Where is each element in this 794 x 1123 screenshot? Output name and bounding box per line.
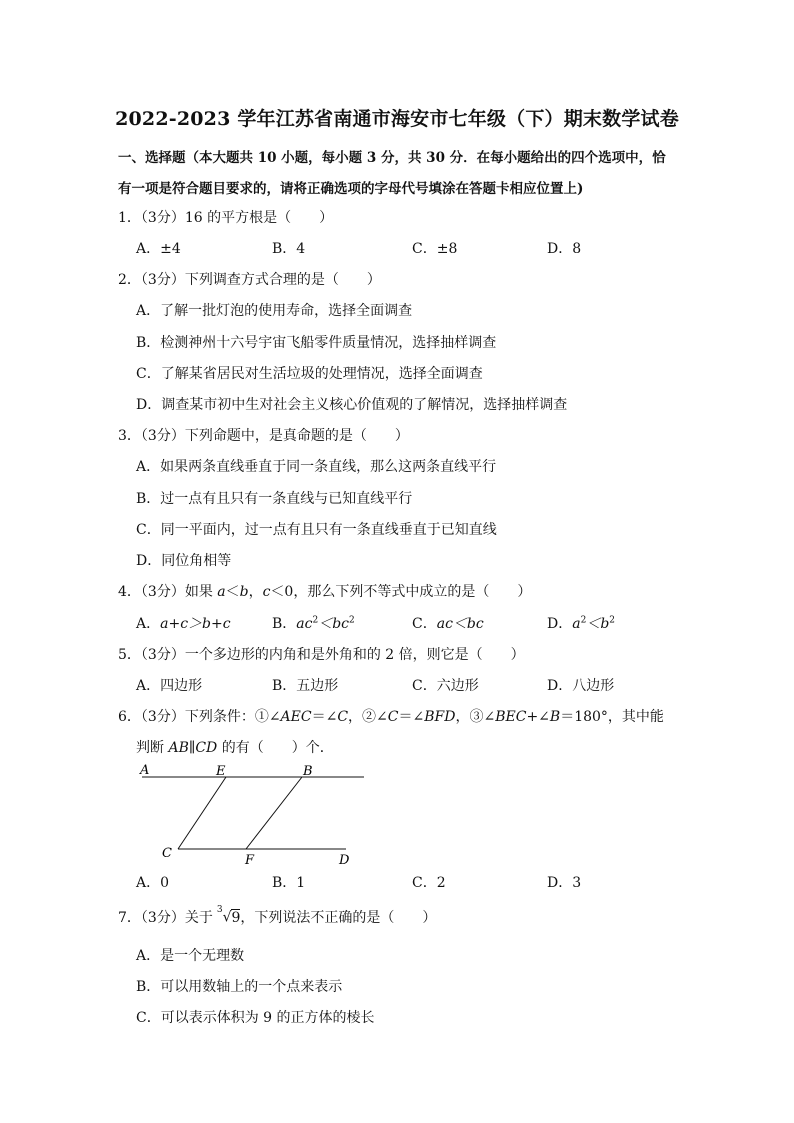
page-title: 2022-2023 学年江苏省南通市海安市七年级（下）期末数学试卷	[115, 108, 679, 130]
q4-lt: ＜	[225, 584, 240, 600]
q6-option-a: A．0	[136, 875, 170, 891]
q6-c1: C	[337, 709, 349, 725]
cube-root-expression	[213, 905, 241, 926]
question-6-stem-line-2	[136, 737, 334, 757]
q3-option-a: A．如果两条直线垂直于同一条直线，那么这两条直线平行	[136, 459, 497, 475]
q5-option-d: D．八边形	[547, 678, 615, 694]
radical-sign: √	[222, 910, 232, 926]
q6-line2-prefix: 判断	[136, 740, 169, 756]
question-2-stem: 2．（3分）下列调查方式合理的是（ ）	[118, 272, 381, 288]
q1-option-a: A．±4	[136, 241, 181, 257]
section-heading-line-2: 有一项是符合题目要求的，请将正确选项的字母代号填涂在答题卡相应位置上)	[118, 181, 584, 197]
q6-eq3: ＝180°，其中能	[560, 709, 664, 725]
q7-option-c: C．可以表示体积为 9 的正方体的棱长	[136, 1010, 375, 1026]
q4-option-d-left: a	[572, 616, 581, 632]
q2-option-a: A．了解一批灯泡的使用寿命，选择全面调查	[136, 303, 413, 319]
q4-option-b-exp2: 2	[349, 615, 355, 626]
q3-option-c: C．同一平面内，过一点有且只有一条直线垂直于已知直线	[136, 522, 497, 538]
q5-option-b: B．五边形	[272, 678, 339, 694]
q5-option-a: A．四边形	[136, 678, 203, 694]
q7-option-a: A．是一个无理数	[136, 948, 245, 964]
q4-stem-prefix: 4．（3分）如果	[118, 584, 218, 600]
q4-var-c: c	[262, 584, 271, 600]
line-bf	[246, 777, 302, 849]
q6-option-c: C．2	[412, 875, 446, 891]
q3-option-b: B．过一点有且只有一条直线与已知直线平行	[136, 491, 413, 507]
q4-option-c	[412, 613, 484, 633]
q6-prefix: 6．（3分）下列条件：①∠	[118, 709, 281, 725]
q4-option-b	[272, 613, 355, 633]
root-index: 3	[216, 905, 223, 916]
q4-option-d	[547, 613, 615, 633]
q7-option-b: B．可以用数轴上的一个点来表示	[136, 979, 343, 995]
q4-option-a-label: A．	[136, 616, 161, 632]
label-f: F	[245, 853, 255, 868]
label-a: A	[140, 763, 150, 778]
question-1-stem: 1．（3分）16 的平方根是（ ）	[118, 210, 334, 226]
q2-option-d: D．调查某市初中生对社会主义核心价值观的了解情况，选择抽样调查	[136, 397, 568, 413]
q5-option-c: C．六边形	[412, 678, 479, 694]
q4-option-b-label: B．	[272, 616, 297, 632]
q6-plus: +∠	[526, 709, 550, 725]
q2-option-b: B．检测神州十六号宇宙飞船零件质量情况，选择抽样调查	[136, 335, 497, 351]
q2-option-c: C．了解某省居民对生活垃圾的处理情况，选择全面调查	[136, 366, 483, 382]
question-3-stem: 3．（3分）下列命题中，是真命题的是（ ）	[118, 428, 409, 444]
section-heading-line-1: 一、选择题（本大题共 10 小题，每小题 3 分，共 30 分．在每小题给出的四个选项中，恰	[118, 150, 666, 166]
q6-b: B	[549, 709, 561, 725]
q6-c2: C	[387, 709, 399, 725]
q6-eq1: ＝∠	[311, 709, 338, 725]
q3-option-d: D．同位角相等	[136, 553, 232, 569]
q4-option-b-exp1: 2	[312, 615, 319, 626]
q6-geometry-figure	[136, 758, 376, 868]
q6-option-b: B．1	[272, 875, 306, 891]
q4-option-b-left: ac	[296, 616, 313, 632]
q4-option-d-exp1: 2	[580, 615, 587, 626]
q6-sep3: ，③∠	[455, 709, 496, 725]
label-d: D	[339, 853, 350, 868]
q6-aec: AEC	[280, 709, 312, 725]
q4-comma: ，	[248, 584, 263, 600]
q7-suffix: ，下列说法不正确的是（ ）	[240, 910, 437, 926]
q4-var-a: a	[217, 584, 226, 600]
q4-option-d-label: D．	[547, 616, 573, 632]
q4-option-b-mid: ＜bc	[318, 616, 350, 632]
q4-option-c-label: C．	[412, 616, 437, 632]
label-e: E	[216, 764, 226, 779]
radicand: 9	[231, 910, 241, 926]
q1-option-b: B．4	[272, 241, 306, 257]
question-6-stem-line-1	[118, 706, 664, 726]
question-4-stem	[118, 581, 531, 601]
q6-eq2: ＝∠	[398, 709, 425, 725]
q7-prefix: 7．（3分）关于	[118, 910, 213, 926]
question-7-stem	[118, 907, 436, 927]
line-ec	[178, 777, 226, 849]
q4-option-c-expr: ac＜bc	[436, 616, 484, 632]
q6-bfd: BFD	[424, 709, 456, 725]
q6-line2-suffix: 的有（ ）个．	[217, 740, 334, 756]
q4-option-d-exp2: 2	[609, 615, 616, 626]
q4-var-b: b	[239, 584, 249, 600]
q4-stem-suffix: ＜0，那么下列不等式中成立的是（ ）	[270, 584, 532, 600]
q6-sep2: ，②∠	[348, 709, 388, 725]
label-b: B	[303, 764, 313, 779]
q4-option-d-mid: ＜b	[586, 616, 610, 632]
q1-option-c: C．±8	[412, 241, 458, 257]
question-5-stem: 5．（3分）一个多边形的内角和是外角和的 2 倍，则它是（ ）	[118, 647, 525, 663]
q6-option-d: D．3	[547, 875, 582, 891]
q1-option-d: D．8	[547, 241, 582, 257]
q6-ab-cd: AB∥CD	[168, 740, 218, 756]
q6-bec: BEC	[495, 709, 527, 725]
q4-option-a-expr: a+c＞b+c	[160, 616, 231, 632]
label-c: C	[162, 846, 172, 861]
q4-option-a	[136, 613, 231, 633]
